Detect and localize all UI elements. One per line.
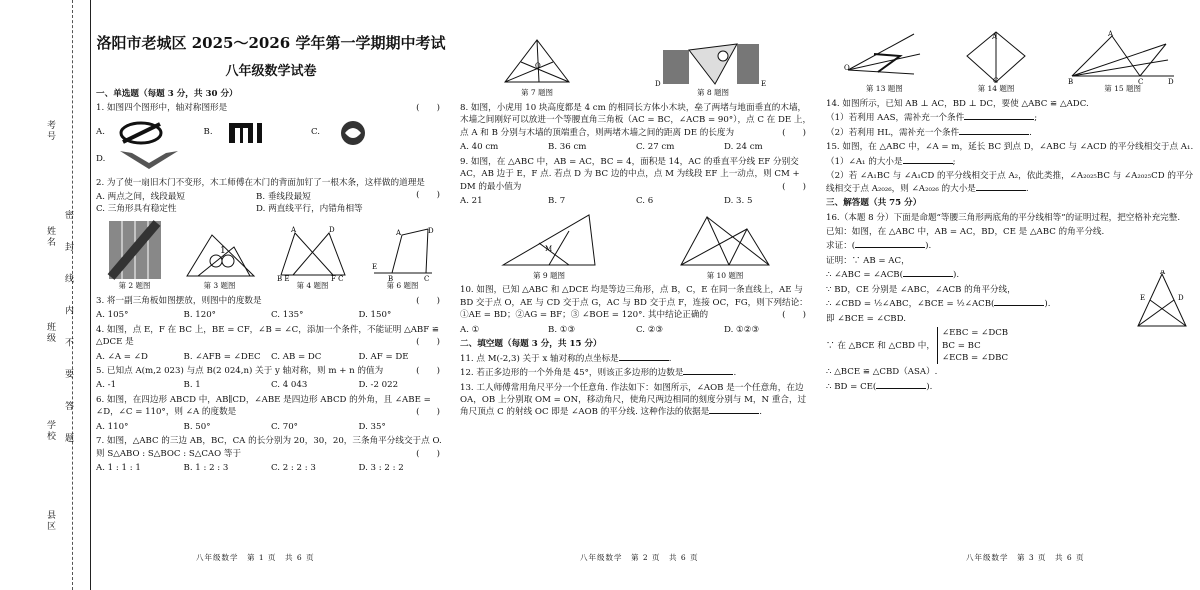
svg-text:B: B	[1067, 78, 1073, 84]
svg-text:D: D	[1178, 293, 1184, 302]
question-7-options: A. 1 : 1 : 1 B. 1 : 2 : 3 C. 2 : 2 : 3 D. 3 : 2 : 2	[96, 463, 404, 474]
question-9: 9. 如图，在 △ABC 中，AB = AC，BC = 4，面积是 14，AC 的垂直平分线 EF 分别交 AC，AB 边于 E，F 点. 若点 D 为 BC 边的中点，点 M 为线段 EF 上一动点，则 CM + DM 的最小值为 ( )	[460, 156, 806, 192]
figure-q10: 第 10 题图	[677, 211, 773, 282]
svg-text:1: 1	[219, 245, 226, 256]
question-1-options: A. B. C. D.	[96, 119, 446, 173]
question-8: 8. 如图，小虎用 10 块高度都是 4 cm 的相同长方体小木块，垒了两堵与地面垂直的木墙，木墙之间刚好可以放进一个等腰直角三角板（AC = BC，∠ACB = 90°），点 C 在 DE 上，点 A 和 B 分别与木墙的顶端重合，则两堵木墙之间的距离 DE 的长度为 ( )	[460, 102, 812, 138]
svg-text:C: C	[1137, 78, 1143, 84]
school-label: 学校	[45, 420, 55, 442]
svg-text:B: B	[387, 274, 393, 281]
proof-step-3: ∵ BD，CE 分别是 ∠ABC，∠ACB 的角平分线，	[826, 284, 1016, 295]
logo-wings-icon	[118, 147, 180, 173]
section-fill-blank: 二、填空题（每题 3 分，共 15 分）	[460, 339, 602, 350]
svg-text:F C: F C	[330, 274, 343, 281]
svg-text:B E: B E	[276, 274, 289, 281]
svg-text:E: E	[761, 80, 767, 88]
proof-step-4: ∴ ∠CBD = ½∠ABC，∠BCE = ½∠ACB( ).	[826, 299, 1051, 310]
question-8-options: A. 40 cm B. 36 cm C. 27 cm D. 24 cm	[460, 142, 763, 153]
seal-notice: 密 封 线 内 不 要 答 题	[63, 210, 73, 453]
page-1-footer: 八年级数学 第 1 页 共 6 页	[196, 553, 315, 563]
question-6: 6. 如图，在四边形 ABCD 中，AB∥CD，∠ABE 是四边形 ABCD 的外角，且 ∠ABE = ∠D，∠C = 110°，则 ∠A 的度数是 ( )	[96, 394, 440, 418]
exam-title: 洛阳市老城区 2025～2026 学年第一学期期中考试	[96, 34, 446, 52]
name-label: 姓名	[45, 226, 55, 248]
figure-q8: D E 第 8 题图	[653, 36, 773, 99]
question-6-options: A. 110° B. 50° C. 70° D. 35°	[96, 421, 386, 432]
svg-text:A: A	[991, 33, 998, 41]
question-3-options: A. 105° B. 120° C. 135° D. 150°	[96, 310, 392, 321]
question-3: ( ) 3. 将一副三角板如图摆放，则图中的度数是	[96, 295, 440, 306]
svg-text:A: A	[1107, 30, 1113, 38]
figures-row-q13-15	[826, 30, 1196, 95]
svg-text:E: E	[371, 262, 377, 271]
figure-q7: O 第 7 题图	[499, 36, 575, 99]
svg-text:M: M	[545, 244, 553, 253]
figures-row-top	[460, 36, 812, 99]
figure-q6: E B C A D 第 6 题图	[371, 226, 434, 290]
question-10-options: A. ① B. ①③ C. ②③ D. ①②③	[460, 324, 760, 335]
page-1	[96, 0, 446, 590]
figure-q15: A B C D 第 15 题图	[1067, 30, 1174, 93]
question-13: 13. 工人师傅常用角尺平分一个任意角. 作法如下：如图所示，∠AOB 是一个任意角，在边 OA，OB 上分别取 OM = ON，移动角尺，使角尺两边相同的刻度分别与 M，N 重合，过角尺顶点 C 的射线 OC 即是 ∠AOB 的平分线. 这种作法的依据是 .	[460, 382, 807, 418]
question-5-options: A. -1 B. 1 C. 4 043 D. -2 022	[96, 380, 399, 391]
figure-q13: O 第 13 题图	[844, 30, 924, 95]
exam-subtitle: 八年级数学试卷	[225, 63, 317, 79]
svg-text:D: D	[328, 225, 335, 234]
question-4: 4. 如图，点 E，F 在 BC 上，BE = CF，∠B = ∠C，添加一个条件，不能证明 △ABF ≌ △DCE 是 ( )	[96, 324, 440, 348]
figure-q3: 1 第 3 题图	[184, 231, 256, 292]
exam-no-label: 考号	[45, 120, 55, 142]
svg-text:O: O	[535, 62, 541, 70]
figure-q4: A D B E F C 第 4 题图	[276, 225, 343, 290]
logo-mi-icon	[225, 120, 271, 146]
binding-sidebar	[0, 0, 91, 590]
page-2	[460, 0, 812, 590]
question-15-1: （1）∠A₁ 的大小是 ;	[826, 156, 956, 167]
svg-text:A: A	[290, 225, 296, 234]
question-11: 11. 点 M(-2,3) 关于 x 轴对称的点坐标是 .	[460, 353, 672, 364]
section-answer: 三、解答题（共 75 分）	[826, 198, 922, 209]
logo-circle-icon	[333, 119, 373, 147]
svg-text:O: O	[844, 64, 851, 72]
question-1: ( ) 1. 如图四个图形中，轴对称图形是	[96, 103, 440, 114]
svg-text:A: A	[395, 228, 401, 237]
proof-prove: 求证：( ).	[826, 241, 932, 252]
question-14-1: （1）若利用 AAS，需补充一个条件 ;	[826, 113, 1038, 124]
figure-q2: 第 2 题图	[107, 219, 163, 292]
svg-text:C: C	[423, 274, 429, 281]
proof-block	[826, 226, 1196, 393]
question-2-options: A. 两点之间，线段最短 B. 垂线段最短 C. 三角形具有稳定性 D. 两直线平行，内错角相等	[96, 191, 363, 215]
proof-step-6: ∵ 在 △BCE 和 △CBD 中， ∠EBC = ∠DCB BC = BC ∠ECB = ∠DBC	[826, 328, 1009, 364]
figures-row-mid	[460, 211, 812, 282]
section-single-choice: 一、单选题（每题 3 分，共 30 分）	[96, 88, 238, 99]
logo-a-icon	[118, 120, 164, 146]
question-16: 16.（本题 8 分）下面是命题“等腰三角形两底角的平分线相等”的证明过程，把空格补充完整.	[826, 212, 1181, 223]
question-5: ( ) 5. 已知点 A(m,2 023) 与点 B(2 024,n) 关于 y 轴对称，则 m + n 的值为	[96, 366, 440, 376]
proof-step-1: 证明：∵ AB = AC，	[826, 255, 910, 266]
svg-text:C: C	[992, 77, 999, 84]
svg-text:D: D	[655, 80, 661, 88]
question-15: 15. 如图，在 △ABC 中，∠A = m，延长 BC 到点 D，∠ABC 与 ∠ACD 的平分线相交于点 A₁.	[826, 142, 1194, 153]
svg-text:D: D	[427, 226, 434, 235]
question-2: 2. 为了使一扇旧木门不变形，木工师傅在木门的背面加钉了一根木条，这样做的道理是 ( )	[96, 177, 440, 200]
question-7: 7. 如图，△ABC 的三边 AB，BC，CA 的长分别为 20，30，20，三条角平分线交于点 O. 则 S△ABO : S△BOC : S△CAO 等于 ( )	[96, 436, 442, 459]
figures-row-1	[96, 219, 446, 292]
question-14-2: （2）若利用 HL，需补充一个条件 .	[826, 127, 1032, 138]
question-12: 12. 若正多边形的一个外角是 45°，则该正多边形的边数是 .	[460, 368, 737, 379]
question-9-options: A. 21 B. 7 C. 6 D. 3. 5	[460, 196, 753, 207]
figure-q14: A C 第 14 题图	[961, 30, 1031, 95]
figure-q9: M 第 9 题图	[499, 211, 599, 282]
district-label: 县区	[45, 510, 55, 532]
svg-text:A: A	[1160, 269, 1166, 276]
svg-text:E: E	[1140, 293, 1146, 302]
page-2-footer: 八年级数学 第 2 页 共 6 页	[580, 553, 699, 563]
question-15-2: （2）若 ∠A₁BC 与 ∠A₁CD 的平分线相交于点 A₂，依此类推，∠A₂₀₂₅BC 与 ∠A₂₀₂₅CD 的平分线相交于点 A₂₀₂₆，则 ∠A₂₀₂₆ 的大小是 .	[826, 171, 1194, 194]
proof-given: 已知：如图，在 △ABC 中，AB = AC，BD，CE 是 △ABC 的角平分线.	[826, 226, 1105, 237]
question-10: 10. 如图，已知 △ABC 和 △DCE 均是等边三角形，点 B，C，E 在同一条直线上，AE 与 BD 交于点 O，AE 与 CD 交于点 G，AC 与 BD 交于点 F，连接 OC，FG，则下列结论：①AE = BD；②AG = BF；③ ∠BOE = 120°. 其中结论正确的 ( )	[460, 285, 808, 321]
proof-step-2: ∴ ∠ABC = ∠ACB( ).	[826, 270, 960, 281]
figure-q16	[1134, 270, 1190, 332]
svg-text:D: D	[1167, 78, 1174, 84]
proof-step-7: ∴ △BCE ≌ △CBD（ASA）.	[826, 367, 938, 378]
proof-step-5: 即 ∠BCE = ∠CBD.	[826, 313, 906, 324]
class-label: 班级	[45, 322, 55, 344]
question-4-options: A. ∠A = ∠D B. ∠AFB = ∠DEC C. AB = DC D. AF = DE	[96, 351, 409, 362]
page-3	[826, 0, 1196, 590]
page-3-footer: 八年级数学 第 3 页 共 6 页	[966, 553, 1085, 563]
proof-step-8: ∴ BD = CE( ).	[826, 381, 933, 392]
question-14: 14. 如图所示，已知 AB ⊥ AC，BD ⊥ DC，要使 △ABC ≌ △ADC.	[826, 98, 1089, 109]
